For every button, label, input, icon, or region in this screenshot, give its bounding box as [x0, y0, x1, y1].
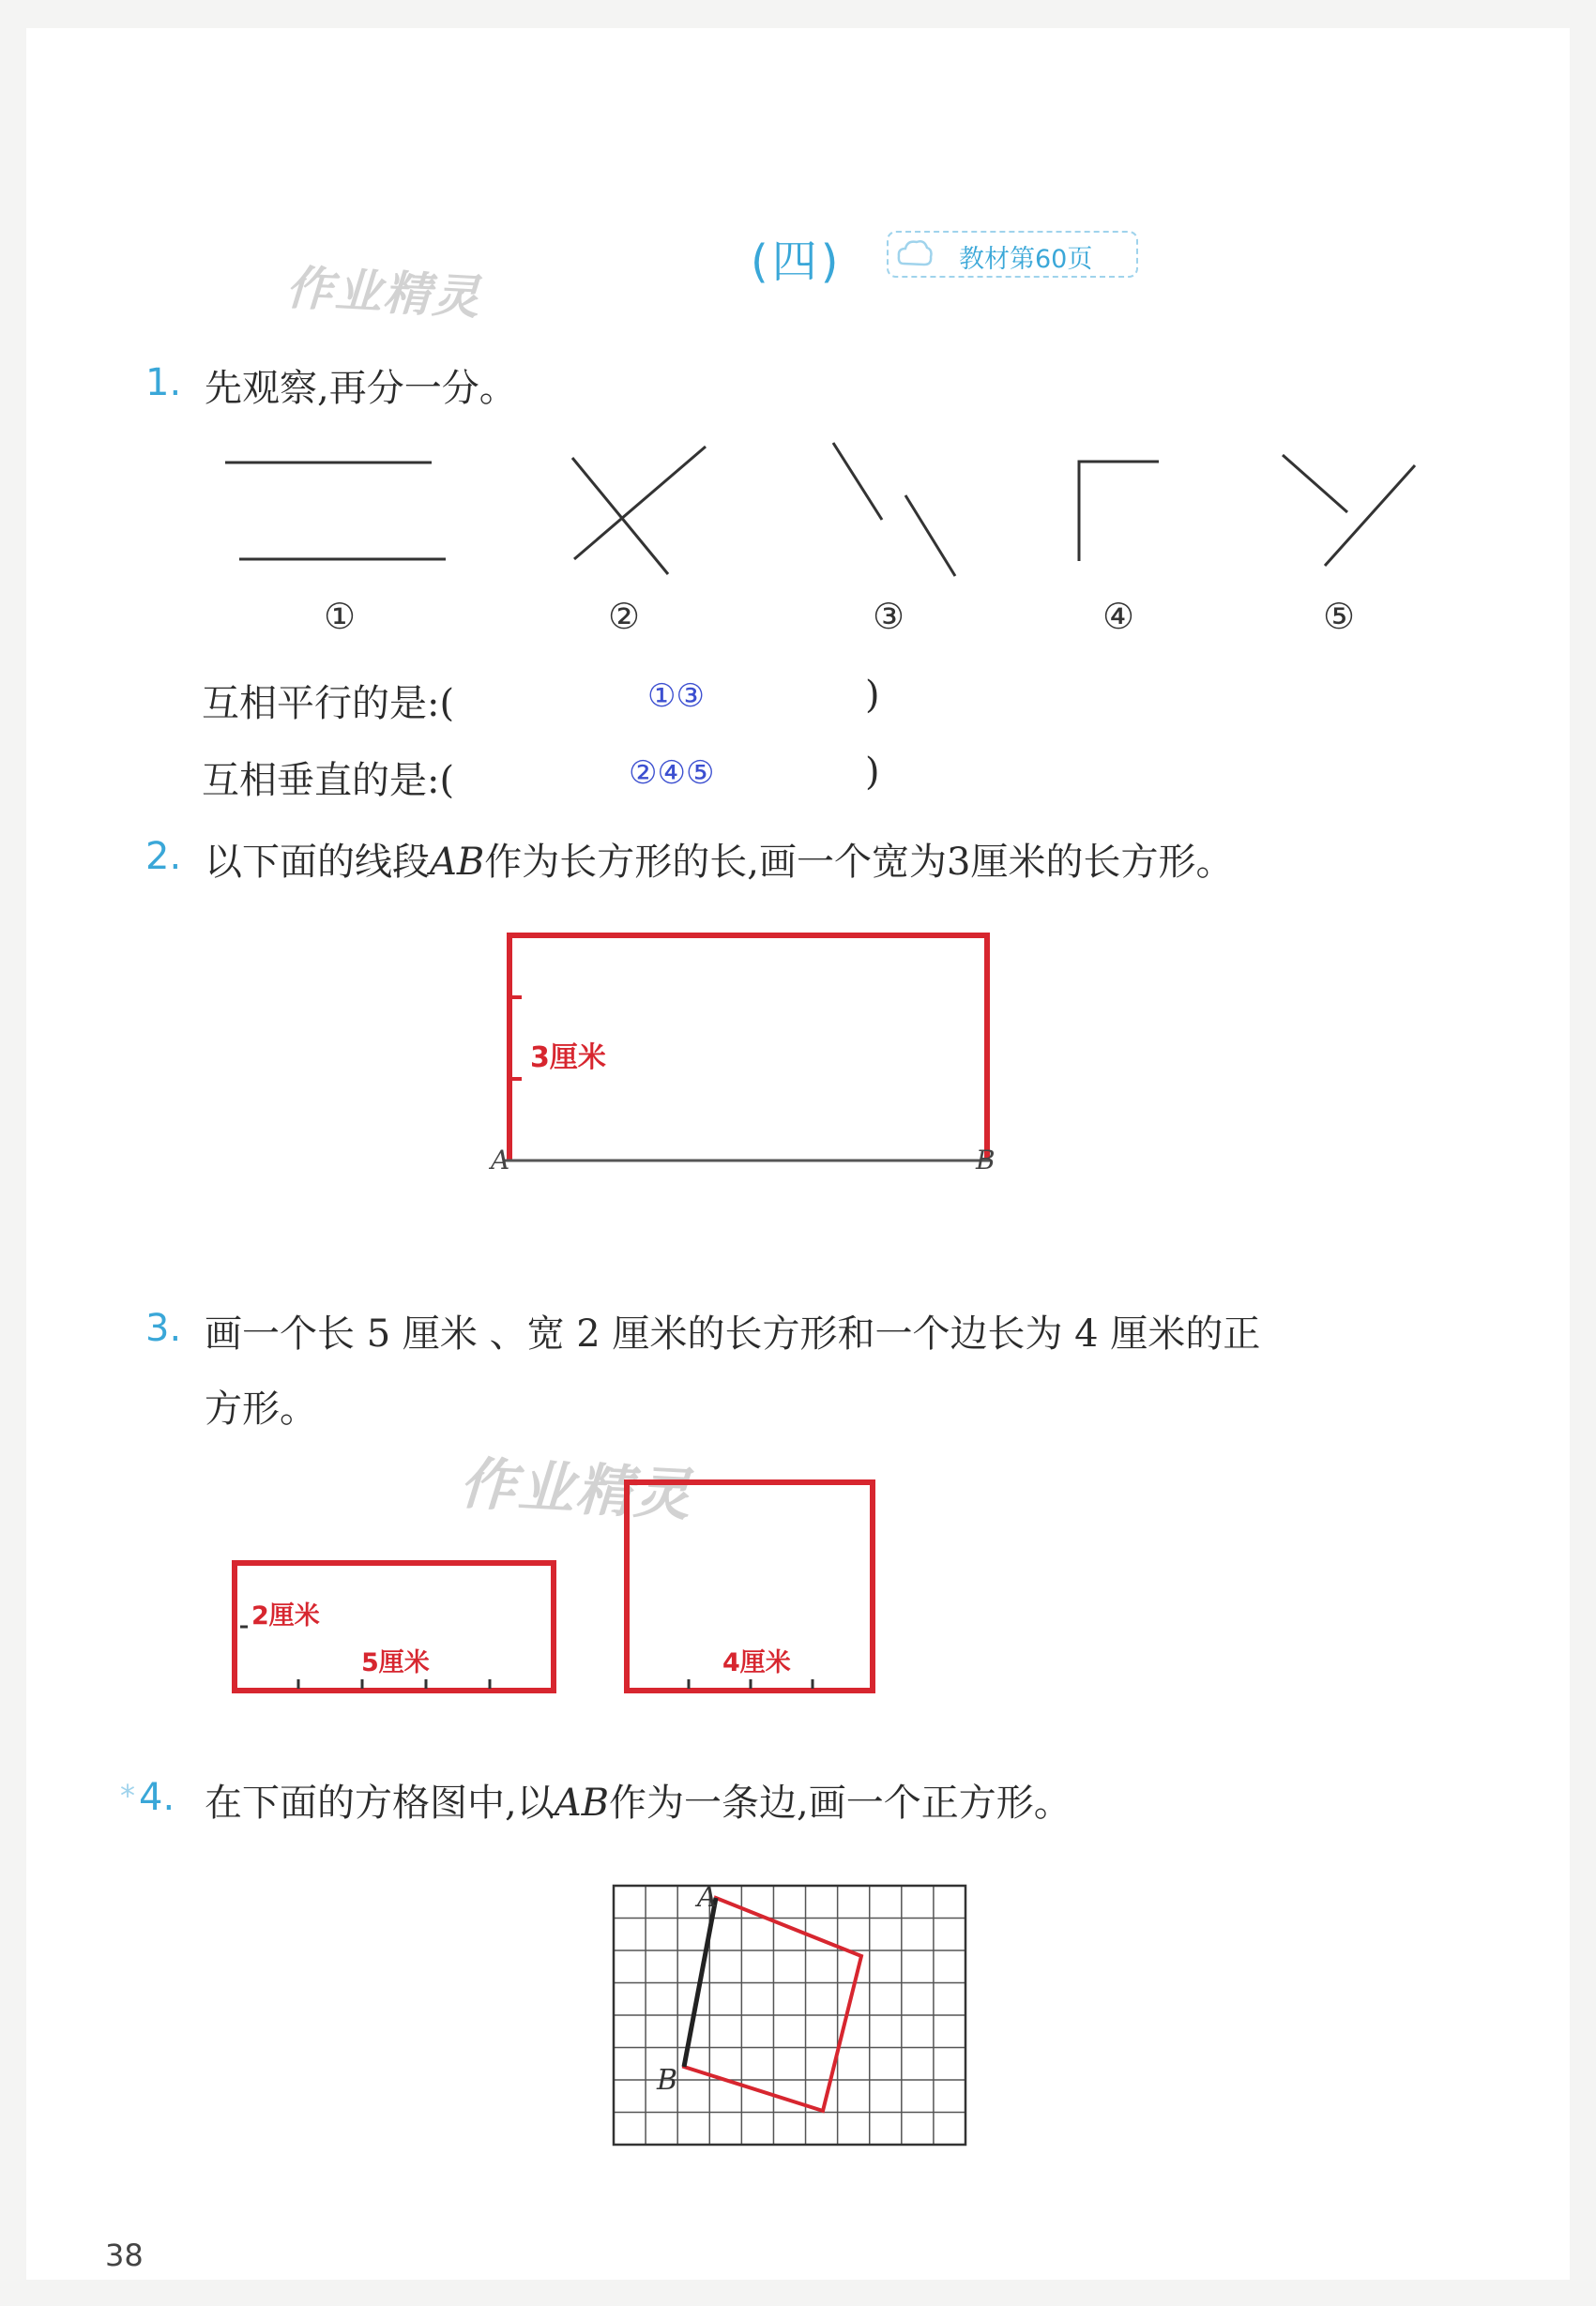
section-title: (四)	[751, 235, 843, 288]
q3-rect-length-label: 5厘米	[361, 1648, 430, 1677]
q4-star: *	[120, 1778, 135, 1813]
watermark-2: 作业精灵	[458, 1450, 694, 1529]
parallel-answer: ①③	[647, 677, 705, 715]
q4-point-a: A	[697, 1881, 718, 1914]
q2-point-b: B	[976, 1145, 996, 1176]
q3-rect-width-label: 2厘米	[251, 1601, 320, 1631]
parallel-close-paren: )	[865, 674, 880, 717]
perpendicular-answer: ②④⑤	[629, 754, 715, 792]
perpendicular-close-paren: )	[865, 751, 880, 794]
watermark: 作业精灵	[284, 260, 483, 326]
perpendicular-label: 互相垂直的是:(	[202, 759, 455, 802]
q4-point-b: B	[657, 2064, 678, 2097]
textbook-ref: 教材第60页	[959, 245, 1093, 274]
fig5-label: ⑤	[1323, 596, 1356, 637]
fig2-label: ②	[608, 596, 641, 637]
q1-number: 1.	[145, 361, 182, 404]
q3-number: 3.	[145, 1307, 182, 1350]
q1-text: 先观察,再分一分。	[205, 367, 517, 410]
q2-point-a: A	[491, 1145, 510, 1176]
q3-square-label: 4厘米	[722, 1648, 791, 1677]
q2-text: 以下面的线段AB作为长方形的长,画一个宽为3厘米的长方形。	[205, 841, 1234, 884]
fig1-label: ①	[324, 596, 357, 637]
q3-line1: 画一个长 5 厘米 、宽 2 厘米的长方形和一个边长为 4 厘米的正	[205, 1312, 1261, 1356]
page-number: 38	[105, 2238, 144, 2273]
q3-line2: 方形。	[205, 1388, 317, 1431]
fig4-label: ④	[1102, 596, 1135, 637]
fig3-label: ③	[873, 596, 905, 637]
parallel-label: 互相平行的是:(	[202, 682, 455, 725]
q4-number: 4.	[139, 1776, 175, 1819]
q4-text: 在下面的方格图中,以AB作为一条边,画一个正方形。	[205, 1782, 1072, 1825]
q2-number: 2.	[145, 835, 182, 878]
q2-width-label: 3厘米	[530, 1041, 606, 1074]
